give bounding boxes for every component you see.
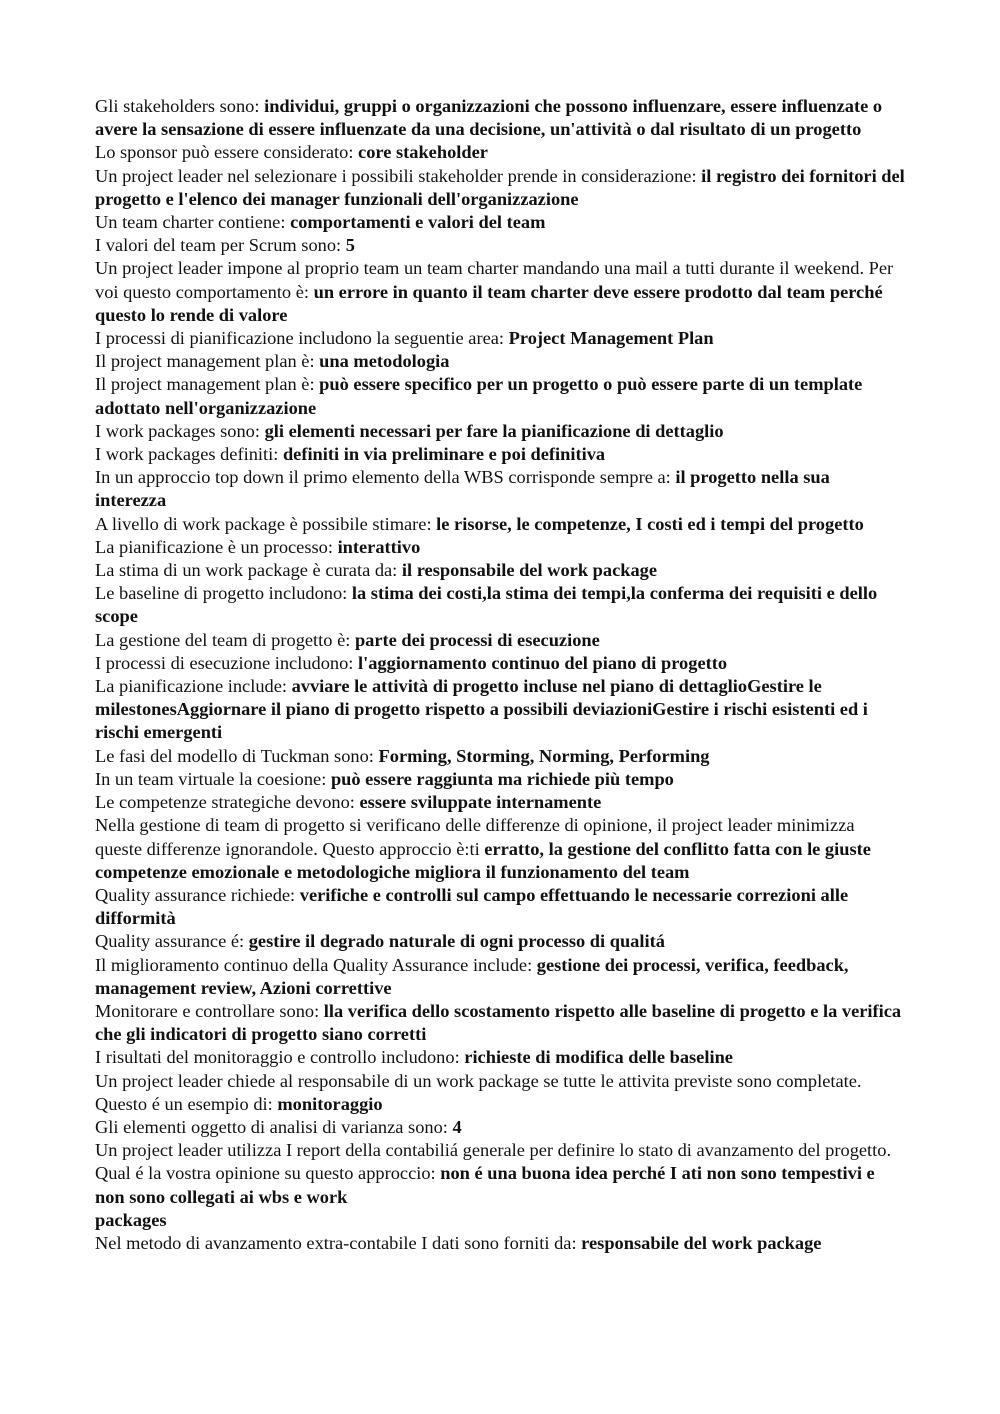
qa-entry-26 [95,954,905,1000]
answer-text: gestire il degrado naturale di ogni processo di qualitá [248,931,665,952]
answer-text: una metodologia [319,351,450,372]
answer-text: Forming, Storming, Norming, Performing [378,745,710,766]
qa-entry-30 [95,1116,905,1139]
question-text: Monitorare e controllare sono: [95,1000,324,1021]
question-text: Il project management plan è: [95,351,320,372]
qa-entry-28 [95,1046,905,1069]
answer-text: gli elementi necessari per fare la pianificazione di dettaglio [264,420,724,441]
question-text: I valori del team per Scrum sono: [95,235,346,256]
answer-text: interattivo [337,536,421,557]
question-text: A livello di work package è possibile stimare: [95,513,437,534]
question-text: I work packages sono: [95,420,265,441]
qa-entry-9 [95,373,905,419]
answer-text: 4 [452,1116,462,1137]
qa-entry-25 [95,930,905,953]
answer-text: verifiche e controlli sul campo effettuando le necessarie correzioni alle difformità [95,884,849,929]
question-text: Un project leader nel selezionare i possibili stakeholder prende in considerazione: [95,165,702,186]
qa-entry-22 [95,791,905,814]
question-text: Un project leader chiede al responsabile di un work package se tutte le attivita previste sono completate. Questo é un esempio di: [95,1070,862,1114]
qa-entry-31 [95,1139,905,1232]
answer-text: l'aggiornamento continuo del piano di progetto [358,652,728,673]
question-text: Un project leader utilizza I report della contabiliá generale per definire lo stato di avanzamento del progetto. Qual é la vostra opinione su questo approccio: [95,1140,892,1184]
document-page [95,95,905,1255]
answer-text: un errore in quanto il team charter deve essere prodotto dal team perché questo lo rende di valore [95,281,883,325]
question-text: La pianificazione è un processo: [95,536,338,557]
answer-text: può essere raggiunta ma richiede più tempo [330,768,674,789]
question-text: I work packages definiti: [95,444,283,465]
qa-entry-11 [95,443,905,466]
answer-text: il registro dei fornitori del progetto e l'elenco dei manager funzionali dell'organizzazione [95,165,905,209]
question-text: Le competenze strategiche devono: [95,792,360,813]
answer-text: parte dei processi di esecuzione [354,629,600,650]
answer-text: lla verifica dello scostamento rispetto alle baseline di progetto e la verifica che gli indicatori di progetto siano corretti [95,1000,902,1045]
qa-entry-13 [95,513,905,536]
question-text: La gestione del team di progetto è: [95,629,355,650]
answer-text: può essere specifico per un progetto o può essere parte di un template adottato nell'organizzazione [95,374,863,418]
qa-entry-29 [95,1070,905,1116]
qa-entry-2 [95,141,905,164]
qa-entry-19 [95,675,905,745]
question-text: Un project leader impone al proprio team un team charter mandando una mail a tutti durante il weekend. Per voi questo comportamento è: [95,258,894,302]
answer-text: monitoraggio [277,1093,383,1114]
question-text: La stima di un work package è curata da: [95,560,402,581]
qa-entry-24 [95,884,905,930]
answer-text: Project Management Plan [508,328,714,349]
answer-text: essere sviluppate internamente [359,792,602,813]
qa-entry-3 [95,165,905,211]
question-text: I processi di pianificazione includono la seguentie area: [95,328,509,349]
answer-text: responsabile del work package [581,1232,822,1253]
qa-entry-4 [95,211,905,234]
qa-entry-20 [95,745,905,768]
qa-entry-8 [95,350,905,373]
answer-text: le risorse, le competenze, I costi ed i tempi del progetto [436,513,864,534]
question-text: Gli elementi oggetto di analisi di varianza sono: [95,1116,453,1137]
question-text: Nel metodo di avanzamento extra-contabile I dati sono forniti da: [95,1232,582,1253]
question-text: I risultati del monitoraggio e controllo includono: [95,1047,465,1068]
qa-entry-12 [95,466,905,512]
answer-text: definiti in via preliminare e poi definitiva [282,444,606,465]
question-text: Quality assurance richiede: [95,884,300,905]
answer-text: erratto, la gestione del conflitto fatta con le giuste competenze emozionale e metodologiche migliora il funzionamento del team [95,838,871,882]
qa-entry-32 [95,1232,905,1255]
answer-text: il progetto nella sua interezza [95,467,830,511]
question-text: Le fasi del modello di Tuckman sono: [95,745,379,766]
answer-text: avviare le attività di progetto incluse nel piano di dettaglioGestire le milestonesAggiornare il piano di progetto rispetto a possibili deviazioniGestire i rischi esistenti ed i rischi emergenti [95,676,868,743]
answer-text: comportamenti e valori del team [290,212,546,233]
answer-text: il responsabile del work package [401,560,658,581]
question-text: I processi di esecuzione includono: [95,652,359,673]
answer-text: la stima dei costi,la stima dei tempi,la conferma dei requisiti e dello scope [95,583,878,627]
qa-entry-23 [95,814,905,884]
question-text: Il miglioramento continuo della Quality Assurance include: [95,954,537,975]
answer-text-continued: packages [95,1209,167,1230]
qa-entry-18 [95,652,905,675]
qa-entry-21 [95,768,905,791]
answer-text: gestione dei processi, verifica, feedback, management review, Azioni correttive [95,954,849,998]
qa-entry-15 [95,559,905,582]
question-text: Un team charter contiene: [95,212,291,233]
question-text: Nella gestione di team di progetto si verificano delle differenze di opinione, il project leader minimizza queste differenze ignorandole. Questo approccio è:ti [95,815,855,859]
qa-entry-5 [95,234,905,257]
question-text: Il project management plan è: [95,374,320,395]
answer-text: richieste di modifica delle baseline [464,1047,733,1068]
answer-text: core stakeholder [358,142,488,163]
question-text: Lo sponsor può essere considerato: [95,142,359,163]
qa-entry-16 [95,582,905,628]
question-text: Gli stakeholders sono: [95,96,265,116]
qa-entry-7 [95,327,905,350]
qa-entry-6 [95,257,905,327]
qa-entry-1 [95,95,905,141]
answer-text: non é una buona idea perché I ati non sono tempestivi e non sono collegati ai wbs e work [95,1163,875,1207]
question-text: Le baseline di progetto includono: [95,583,352,604]
qa-entry-14 [95,536,905,559]
answer-text: 5 [345,235,355,256]
answer-text: individui, gruppi o organizzazioni che possono influenzare, essere influenzate o avere la sensazione di essere influenzate da una decisione, un'attività o dal risultato di un progetto [95,96,883,140]
question-text: Quality assurance é: [95,931,249,952]
qa-entry-10 [95,420,905,443]
qa-entry-27 [95,1000,905,1046]
question-text: In un approccio top down il primo elemento della WBS corrisponde sempre a: [95,467,676,488]
question-text: La pianificazione include: [95,676,292,697]
qa-entry-17 [95,629,905,652]
question-text: In un team virtuale la coesione: [95,768,331,789]
